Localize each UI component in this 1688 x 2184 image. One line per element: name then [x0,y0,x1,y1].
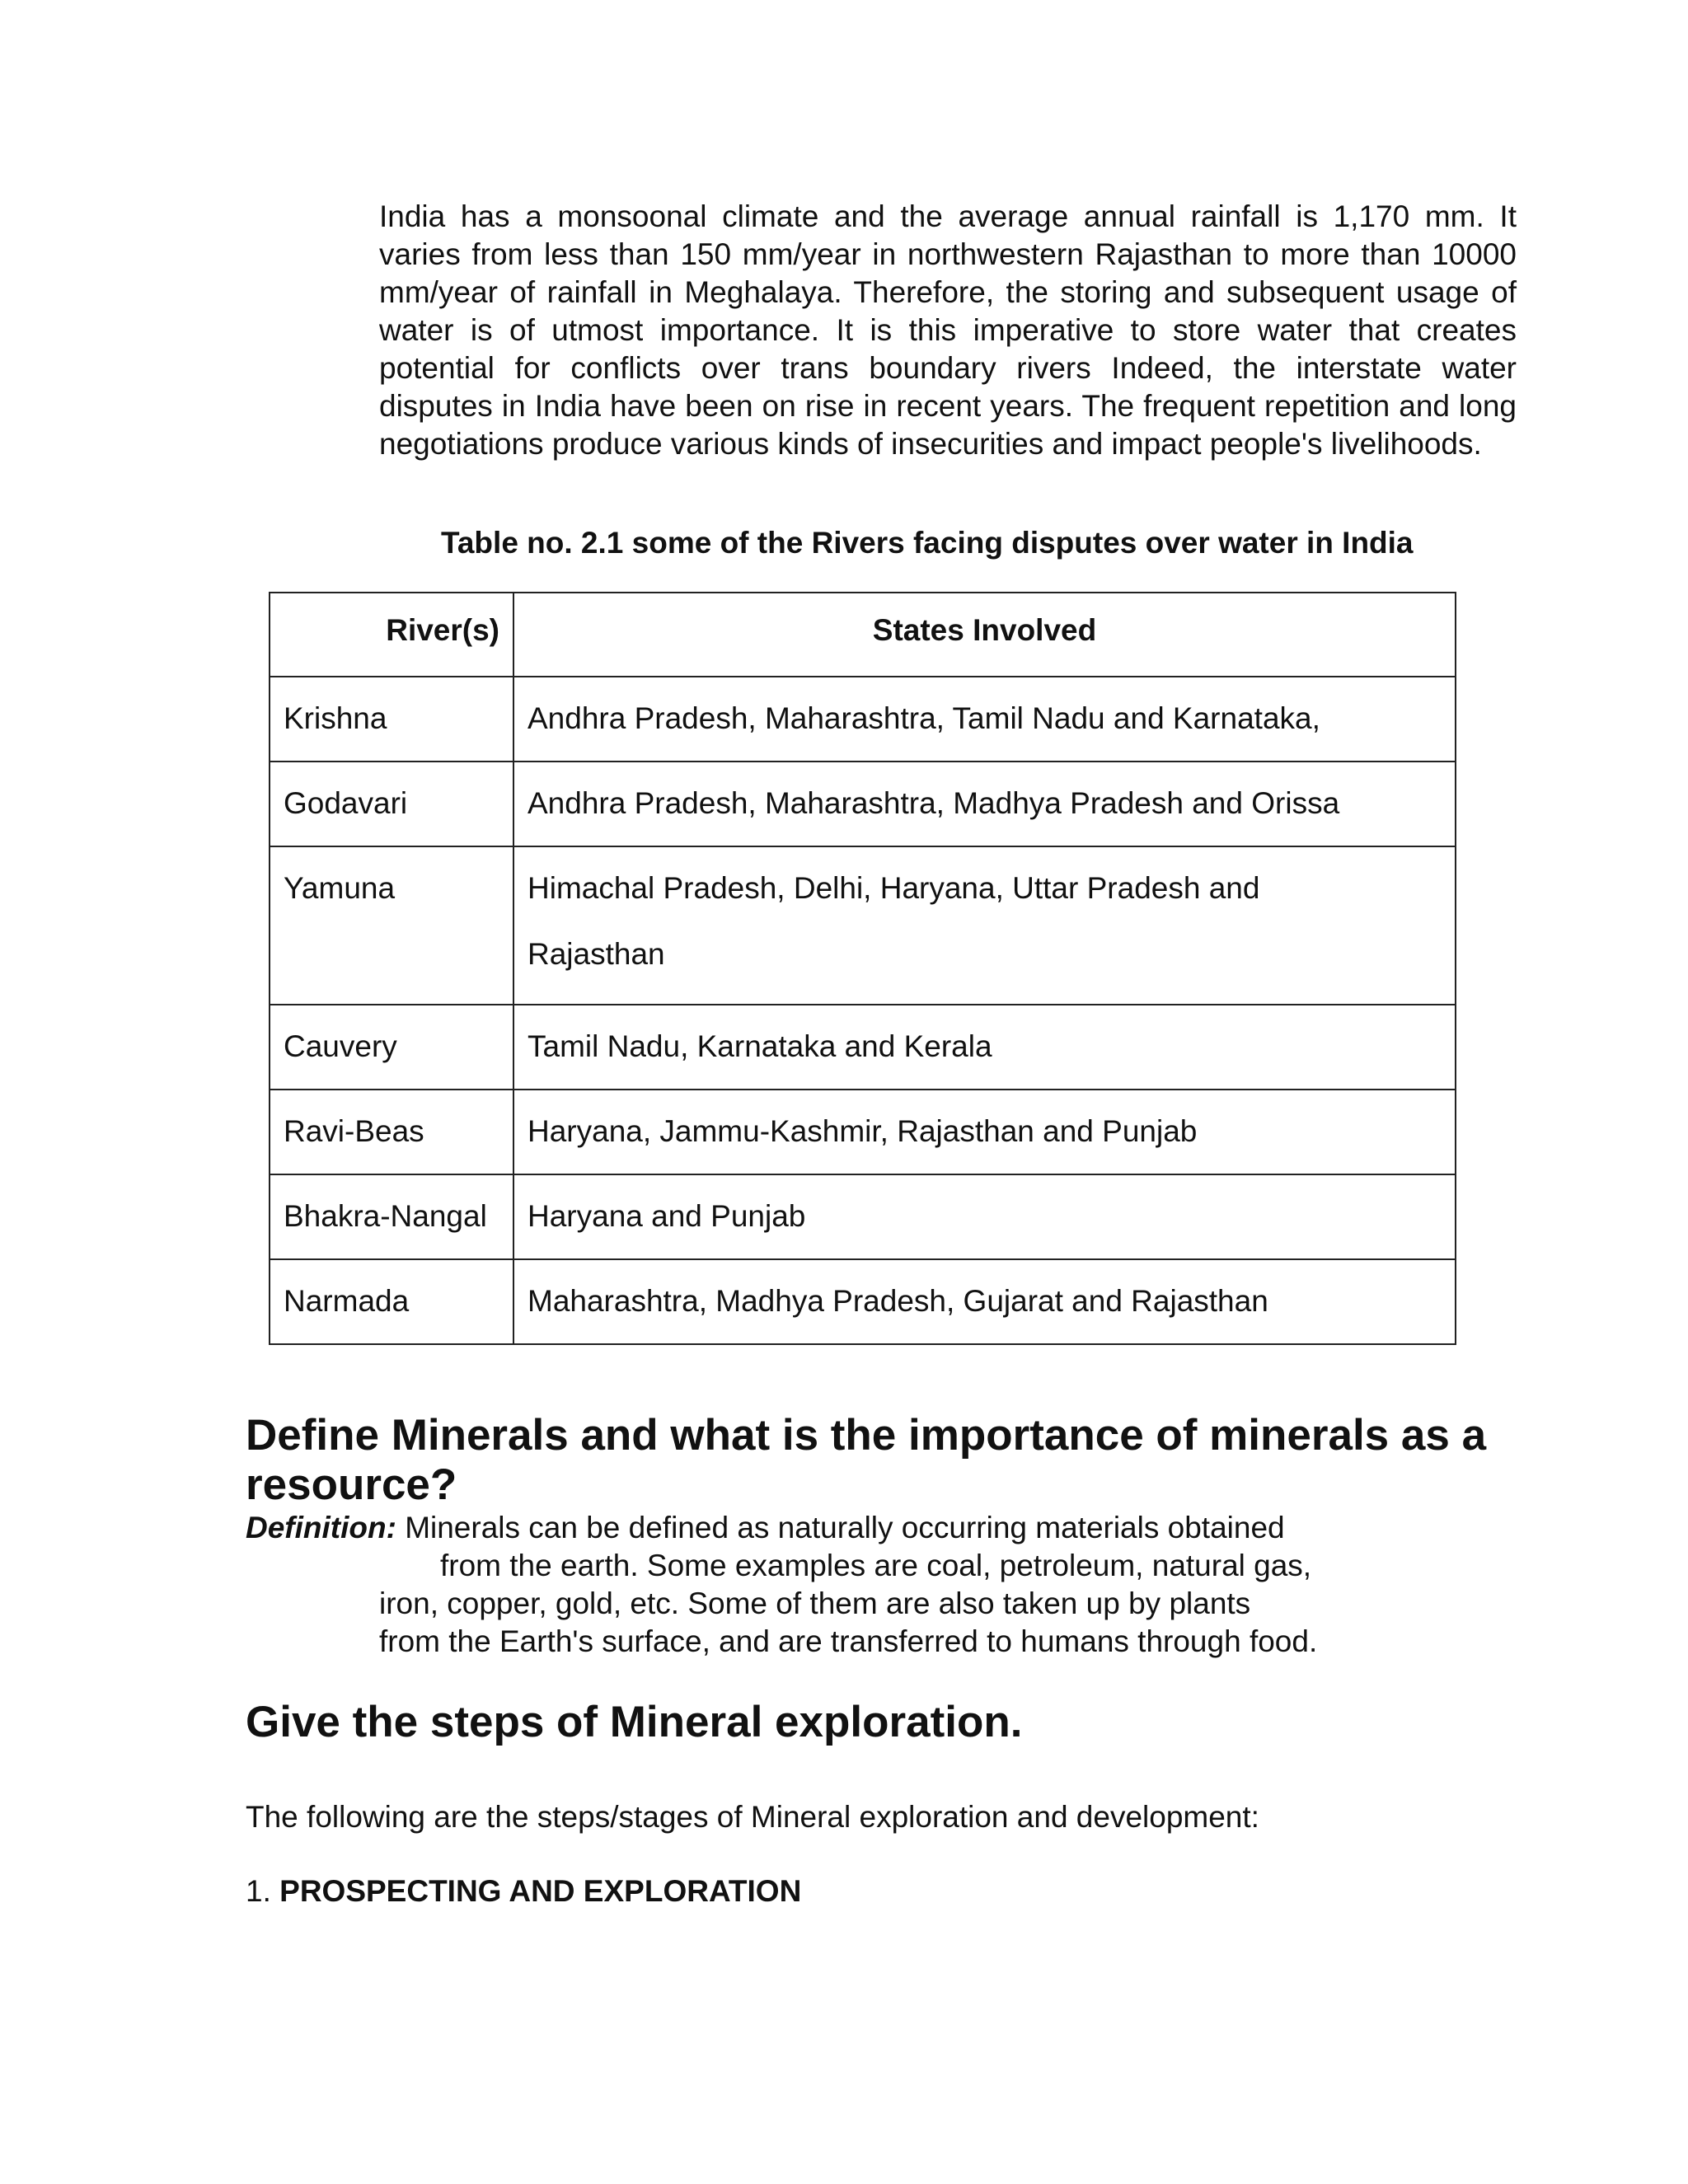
table-row [270,1259,1456,1344]
definition-line: Minerals can be defined as naturally occurring materials obtained [405,1511,1285,1544]
table-row [270,1174,1456,1259]
cell-river: Bhakra-Nangal [270,1174,513,1259]
definition-label: Definition: [246,1511,396,1544]
cell-states: Maharashtra, Madhya Pradesh, Gujarat and Rajasthan [513,1259,1456,1344]
cell-states: Andhra Pradesh, Maharashtra, Tamil Nadu and Karnataka, [513,677,1456,762]
definition-line: from the earth. Some examples are coal, petroleum, natural gas, [440,1549,1312,1582]
header-states: States Involved [513,593,1456,677]
cell-states [513,846,1456,1005]
definition-line: iron, copper, gold, etc. Some of them are also taken up by plants [379,1586,1251,1620]
definition-line: from the Earth's surface, and are transferred to humans through food. [379,1624,1318,1658]
header-river: River(s) [270,593,513,677]
cell-river: Yamuna [270,846,513,1005]
cell-river: Krishna [270,677,513,762]
table-row [270,846,1456,1005]
exploration-intro: The following are the steps/stages of Mineral exploration and development: [246,1800,1259,1834]
intro-paragraph: India has a monsoonal climate and the average annual rainfall is 1,170 mm. It varies from less than 150 mm/year in northwestern Rajasthan to more than 10000 mm/year of rainfall in Meghalaya. Therefore, the storing and subsequent usage of water is of utmost importance. It is this imperative to store water that creates potential for conflicts over trans boundary rivers Indeed, the interstate water disputes in India have been on rise in recent years. The frequent repetition and long negotiations produce various kinds of insecurities and impact people's livelihoods. [379,199,1517,461]
cell-states: Andhra Pradesh, Maharashtra, Madhya Pradesh and Orissa [513,762,1456,846]
exploration-heading: Give the steps of Mineral exploration. [246,1698,1023,1746]
table-header-row [270,593,1456,677]
minerals-heading: Define Minerals and what is the importance of minerals as a resource? [246,1411,1487,1509]
minerals-definition [246,1509,1416,1661]
cell-river: Narmada [270,1259,513,1344]
cell-states: Haryana, Jammu-Kashmir, Rajasthan and Punjab [513,1090,1456,1174]
list-item [246,1872,801,1910]
table-row [270,762,1456,846]
cell-river: Ravi-Beas [270,1090,513,1174]
cell-river: Godavari [270,762,513,846]
rivers-dispute-table [269,592,1456,1345]
step-title: PROSPECTING AND EXPLORATION [279,1874,802,1908]
cell-states: Tamil Nadu, Karnataka and Kerala [513,1005,1456,1090]
table-caption: Table no. 2.1 some of the Rivers facing disputes over water in India [441,526,1414,560]
cell-river: Cauvery [270,1005,513,1090]
table-row [270,1090,1456,1174]
table-row [270,677,1456,762]
cell-states-line: Himachal Pradesh, Delhi, Haryana, Uttar Pradesh and [528,871,1260,905]
table-row [270,1005,1456,1090]
cell-states: Haryana and Punjab [513,1174,1456,1259]
cell-states-line: Rajasthan [528,937,665,971]
step-number: 1. [246,1874,271,1908]
